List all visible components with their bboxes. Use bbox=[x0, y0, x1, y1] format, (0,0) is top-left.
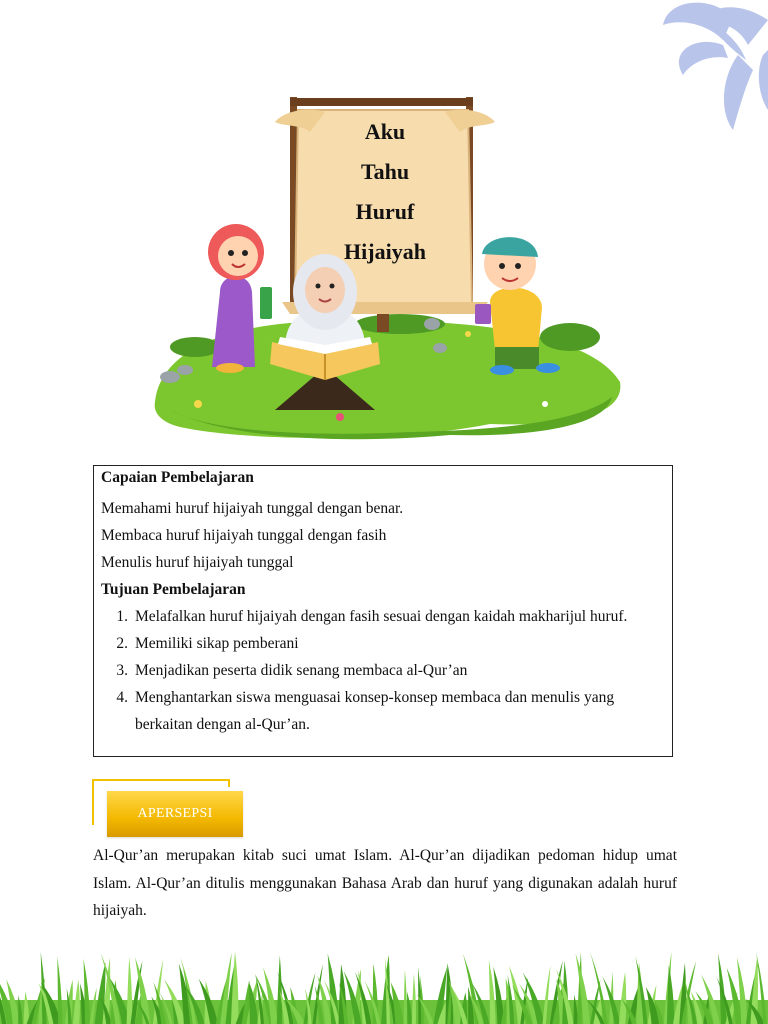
capaian-line: Membaca huruf hijaiyah tunggal dengan fasih bbox=[101, 527, 387, 544]
title-line: Aku bbox=[364, 119, 406, 144]
list-text: Menjadikan peserta didik senang membaca al-Qur’an bbox=[135, 662, 468, 679]
learning-objectives-box bbox=[93, 465, 673, 757]
tujuan-list bbox=[101, 603, 664, 738]
tujuan-heading: Tujuan Pembelajaran bbox=[101, 581, 246, 598]
corner-decoration bbox=[628, 0, 768, 135]
capaian-heading: Capaian Pembelajaran bbox=[101, 469, 254, 486]
list-text: Memiliki sikap pemberani bbox=[135, 635, 299, 652]
grass-border bbox=[0, 948, 768, 1024]
list-number: 1. bbox=[116, 608, 128, 625]
intro-paragraph: Al-Qur’an merupakan kitab suci umat Islam. Al-Qur’an dijadikan pedoman hidup umat Islam. Al-Qur’an ditulis menggunakan Bahasa Arab dan huruf yang digunakan adalah huruf hijaiyah. bbox=[93, 847, 677, 919]
title-line: Hijaiyah bbox=[344, 239, 426, 264]
scroll-title bbox=[300, 112, 470, 272]
list-text: Melafalkan huruf hijaiyah dengan fasih sesuai dengan kaidah makharijul huruf. bbox=[135, 608, 628, 625]
apersepsi-badge: APERSEPSI bbox=[107, 791, 243, 837]
list-item bbox=[101, 603, 664, 630]
list-number: 2. bbox=[116, 635, 128, 652]
capaian-line: Memahami huruf hijaiyah tunggal dengan benar. bbox=[101, 500, 404, 517]
capaian-line: Menulis huruf hijaiyah tunggal bbox=[101, 554, 294, 571]
title-line: Huruf bbox=[355, 199, 415, 224]
list-item bbox=[101, 684, 664, 738]
list-number: 4. bbox=[116, 689, 128, 706]
list-text: Menghantarkan siswa menguasai konsep-konsep membaca dan menulis yang berkaitan dengan al-Qur’an. bbox=[135, 689, 615, 733]
apersepsi-label bbox=[92, 779, 247, 839]
list-number: 3. bbox=[116, 662, 128, 679]
list-item bbox=[101, 657, 664, 684]
title-line: Tahu bbox=[360, 159, 410, 184]
list-item bbox=[101, 630, 664, 657]
